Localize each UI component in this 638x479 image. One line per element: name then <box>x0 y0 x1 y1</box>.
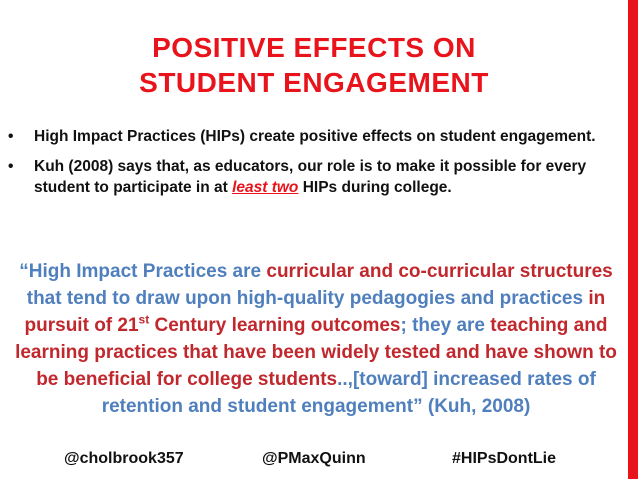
bullet-item <box>8 126 620 147</box>
title-line-2: STUDENT ENGAGEMENT <box>139 67 489 98</box>
bullet-text-end: HIPs during college. <box>298 179 452 196</box>
quote-superscript: st <box>138 312 150 327</box>
bullet-item <box>8 156 620 198</box>
bullet-dot-icon: • <box>8 158 14 175</box>
quote-part: “High Impact Practices are <box>19 261 267 282</box>
quote-highlight: in pursuit of 21 <box>24 288 606 336</box>
footer-handle-pmaxquinn: @PMaxQuinn <box>262 450 366 467</box>
slide-title <box>0 30 628 100</box>
quote-part: that tend to draw upon high-quality pedagogies and practices <box>26 288 589 309</box>
bullet-dot-icon: • <box>8 128 14 145</box>
title-line-1: POSITIVE EFFECTS ON <box>152 32 476 63</box>
footer-hashtags <box>0 450 628 474</box>
accent-bar <box>628 0 638 479</box>
quote-part: ..,[toward] increased rates of retention and student engagement” (Kuh, 2008) <box>101 369 596 417</box>
quote-highlight: Century learning outcomes <box>149 315 401 336</box>
emphasis-text: least two <box>232 179 299 196</box>
footer-hashtag: #HIPsDontLie <box>452 450 557 467</box>
quote-part: ; they are <box>400 315 491 336</box>
bullet-text: Kuh (2008) says that, as educators, our role is to make it possible for every student to participate in at <box>34 158 587 196</box>
bullet-text: High Impact Practices (HIPs) create positive effects on student engagement. <box>34 128 596 145</box>
quote-highlight: curricular and co-curricular structures <box>266 261 613 282</box>
footer-handle-cholbrook: @cholbrook357 <box>64 450 184 467</box>
kuh-quote <box>4 258 628 420</box>
quote-highlight: teaching and learning practices that have been widely tested and have shown to be beneficial for college students <box>15 315 617 390</box>
bullet-list <box>8 126 620 207</box>
